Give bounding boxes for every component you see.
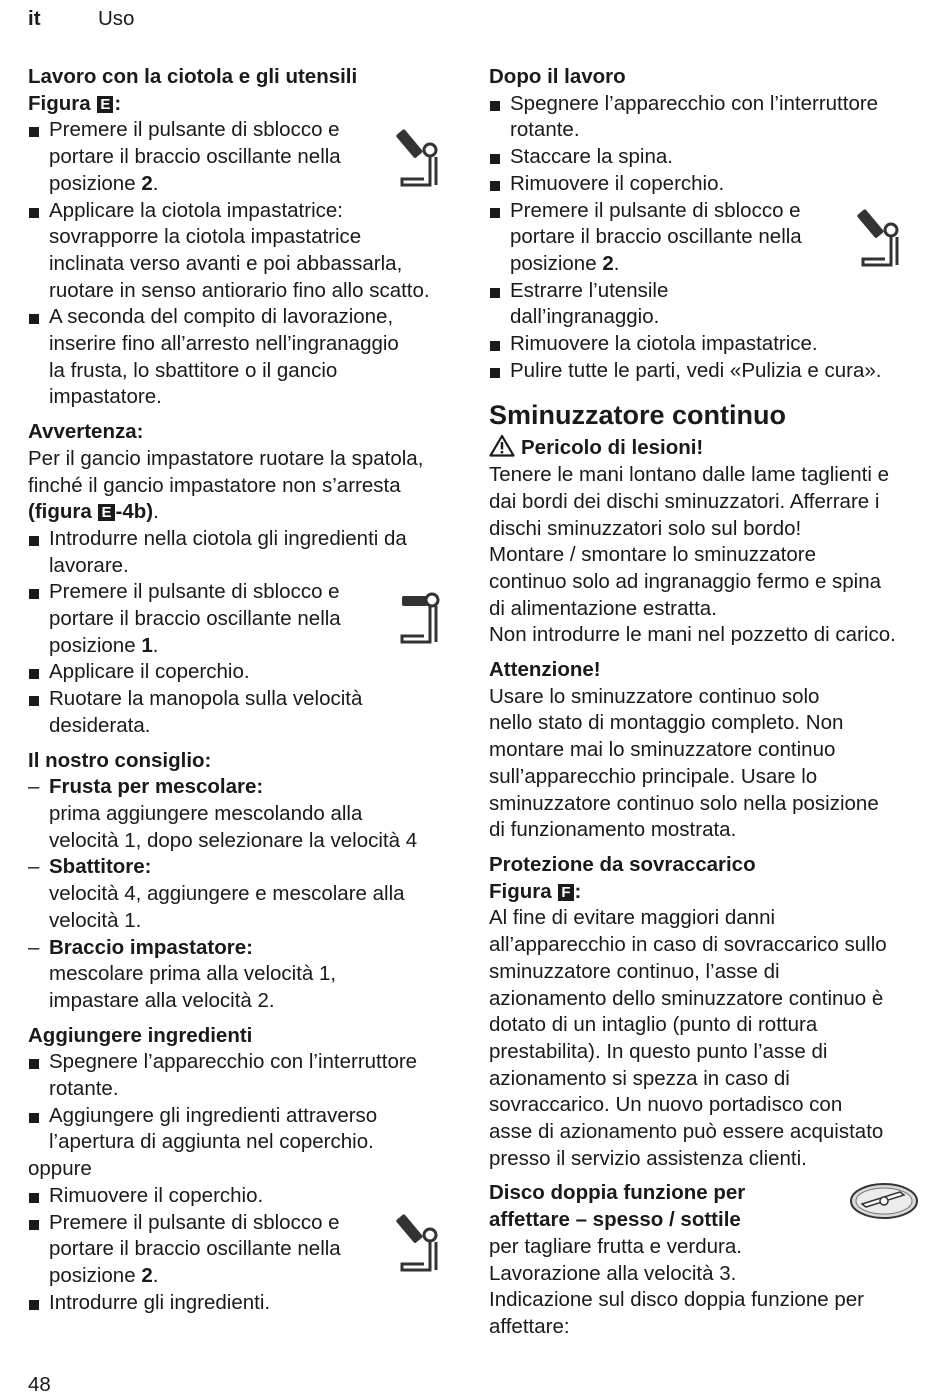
list-item xyxy=(28,686,466,739)
text-line: all’apparecchio in caso di sovraccarico sullo xyxy=(489,933,887,957)
text-line: Premere il pulsante di sblocco e xyxy=(510,198,801,222)
text-line: nello stato di montaggio completo. Non xyxy=(489,711,844,735)
work-figure-ref: Figura E : xyxy=(28,91,122,115)
text-line: Rimuovere il coperchio. xyxy=(49,1183,264,1207)
section-title: Sminuzzatore continuo xyxy=(489,400,786,431)
text-line: posizione 1. xyxy=(49,633,159,657)
text-line: Non introdurre le mani nel pozzetto di carico. xyxy=(489,623,896,647)
text-line: portare il braccio oscillante nella xyxy=(49,145,341,169)
text-line: Spegnere l’apparecchio con l’interruttore xyxy=(49,1050,418,1074)
text-line: l’apertura di aggiunta nel coperchio. xyxy=(49,1130,374,1154)
section-name: Uso xyxy=(98,7,135,30)
text-line: portare il braccio oscillante nella xyxy=(49,607,341,631)
text-line: Rimuovere la ciotola impastatrice. xyxy=(510,332,818,356)
text-line: sovrapporre la ciotola impastatrice xyxy=(49,225,362,249)
text-line: dotato di un intaglio (punto di rottura xyxy=(489,1013,818,1037)
text-line: Montare / smontare lo sminuzzatore xyxy=(489,543,816,567)
list-item xyxy=(489,91,921,144)
text-span: posizione xyxy=(49,633,136,657)
figure-f-badge: F xyxy=(558,884,573,901)
list-item xyxy=(28,774,466,854)
text-line: Staccare la spina. xyxy=(510,145,673,169)
text-line: inserire fino all’arresto nell’ingranaggio xyxy=(49,332,399,356)
text-line: Per il gancio impastatore ruotare la spatola, xyxy=(28,446,424,470)
text-line: dall’ingranaggio. xyxy=(510,305,660,329)
text-line: Spegnere l’apparecchio con l’interruttore xyxy=(510,91,879,115)
list-item xyxy=(28,198,466,305)
swing-arm-position-2-icon xyxy=(396,1208,446,1274)
list-item xyxy=(28,1183,466,1210)
text-line: asse di azionamento può essere acquistato xyxy=(489,1120,884,1144)
text-line: lavorare. xyxy=(49,553,129,577)
swing-arm-position-2-icon xyxy=(857,203,907,269)
text-line: – Frusta per mescolare: xyxy=(49,775,264,799)
text-line: prestabilita). In questo punto l’asse di xyxy=(489,1039,828,1063)
figure-e-badge: E xyxy=(98,504,114,521)
text-line: Lavorazione alla velocità 3. xyxy=(489,1261,737,1285)
text-line: velocità 1, dopo selezionare la velocità 4 xyxy=(49,828,418,852)
text-line: rotante. xyxy=(510,118,580,142)
text-line: Usare lo sminuzzatore continuo solo xyxy=(489,684,820,708)
text-line: A seconda del compito di lavorazione, xyxy=(49,305,394,329)
text-line: Applicare il coperchio. xyxy=(49,660,250,684)
text-line: Estrarre l’utensile xyxy=(510,278,669,302)
figura-label: Figura xyxy=(28,91,91,115)
text-line: desiderata. xyxy=(49,713,151,737)
text-line: di funzionamento mostrata. xyxy=(489,818,737,842)
swing-arm-position-1-icon xyxy=(396,588,446,646)
text-line: velocità 1. xyxy=(49,908,142,932)
list-item xyxy=(28,1290,466,1317)
list-item xyxy=(28,659,466,686)
text-line: finché il gancio impastatore non s’arresta xyxy=(28,473,401,497)
position-number: 2 xyxy=(141,1263,153,1287)
text-line: portare il braccio oscillante nella xyxy=(49,1237,341,1261)
text-line: sovraccarico. Un nuovo portadisco con xyxy=(489,1093,843,1117)
text-line: Al fine di evitare maggiori danni xyxy=(489,906,776,930)
swing-arm-position-2-icon xyxy=(396,123,446,189)
text-span: posizione xyxy=(49,171,136,195)
text-span: affettare – spesso / sottile xyxy=(489,1208,741,1232)
overload-figure-ref: Figura F : xyxy=(489,879,582,903)
list-item xyxy=(28,304,466,411)
page-header xyxy=(28,6,134,33)
text-line: prima aggiungere mescolando alla xyxy=(49,801,363,825)
text-line: Aggiungere gli ingredienti attraverso xyxy=(49,1103,378,1127)
text-line: sminuzzatore continuo, l’asse di xyxy=(489,959,780,983)
after-title: Dopo il lavoro xyxy=(489,65,626,88)
list-item xyxy=(489,144,921,171)
language-code: it xyxy=(28,7,41,30)
tip-title: Il nostro consiglio: xyxy=(28,748,212,772)
page-number: 48 xyxy=(28,1373,51,1396)
text-line: impastare alla velocità 2. xyxy=(49,988,275,1012)
text-line: Introdurre gli ingredienti. xyxy=(49,1290,271,1314)
text-line: Applicare la ciotola impastatrice: xyxy=(49,198,343,222)
text-line: di alimentazione estratta. xyxy=(489,596,717,620)
list-item xyxy=(28,854,466,934)
text-line: azionamento dello sminuzzatore continuo è xyxy=(489,986,884,1010)
text-line: Indicazione sul disco doppia funzione per xyxy=(489,1288,864,1312)
danger-heading xyxy=(489,434,921,462)
text-line: Premere il pulsante di sblocco e xyxy=(49,580,340,604)
text-line: la frusta, lo sbattitore o il gancio xyxy=(49,358,338,382)
warning-title: Avvertenza: xyxy=(28,420,144,444)
text-line: Premere il pulsante di sblocco e xyxy=(49,1210,340,1234)
attention-title: Attenzione! xyxy=(489,658,601,682)
text-line: Tenere le mani lontano dalle lame taglienti e xyxy=(489,463,890,487)
text-line: velocità 4, aggiungere e mescolare alla xyxy=(49,882,405,906)
slicing-disc-icon xyxy=(848,1180,920,1222)
text-line: Premere il pulsante di sblocco e xyxy=(49,118,340,142)
text-line: posizione 2. xyxy=(49,171,159,195)
list-item xyxy=(489,278,921,331)
text-line: – Sbattitore: xyxy=(49,855,152,879)
left-column xyxy=(28,64,466,1316)
text-line: mescolare prima alla velocità 1, xyxy=(49,962,337,986)
warning-triangle-icon xyxy=(489,434,515,457)
text-line: dai bordi dei dischi sminuzzatori. Afferrare i xyxy=(489,489,880,513)
text-line: sminuzzatore continuo solo nella posizione xyxy=(489,791,879,815)
text-line: rotante. xyxy=(49,1077,119,1101)
text-line: montare mai lo sminuzzatore continuo xyxy=(489,738,836,762)
text-line: posizione 2. xyxy=(510,251,620,275)
overload-title: Protezione da sovraccarico xyxy=(489,852,756,876)
text-line: presso il servizio assistenza clienti. xyxy=(489,1146,807,1170)
position-number: 2 xyxy=(141,171,153,195)
figure-e-badge: E xyxy=(97,96,113,113)
list-item xyxy=(28,935,466,1015)
text-line: posizione 2. xyxy=(49,1263,159,1287)
text-line: – Braccio impastatore: xyxy=(49,935,253,959)
text-line: ruotare in senso antiorario fino allo scatto. xyxy=(49,278,430,302)
text-line: oppure xyxy=(28,1157,92,1181)
text-span: Disco doppia funzione per xyxy=(489,1181,746,1205)
text-line: Rimuovere il coperchio. xyxy=(510,171,725,195)
text-span: posizione xyxy=(510,251,597,275)
list-item xyxy=(28,526,466,579)
list-item xyxy=(28,1103,466,1156)
text-line: Pulire tutte le parti, vedi «Pulizia e cura». xyxy=(510,358,882,382)
list-item xyxy=(28,1049,466,1102)
danger-title: Pericolo di lesioni! xyxy=(521,436,704,460)
text-line: Introdurre nella ciotola gli ingredienti da xyxy=(49,526,407,550)
text-line: portare il braccio oscillante nella xyxy=(510,225,802,249)
work-title: Lavoro con la ciotola e gli utensili xyxy=(28,65,358,88)
position-number: 2 xyxy=(602,251,614,275)
list-item xyxy=(489,358,921,385)
text-line: dischi sminuzzatori solo sul bordo! xyxy=(489,516,802,540)
text-line: per tagliare frutta e verdura. xyxy=(489,1234,742,1258)
text-line: sull’apparecchio principale. Usare lo xyxy=(489,764,818,788)
text-line: (figura E -4b). xyxy=(28,500,159,524)
add-title: Aggiungere ingredienti xyxy=(28,1023,253,1047)
text-line: inclinata verso avanti e poi abbassarla, xyxy=(49,251,403,275)
list-item xyxy=(489,171,921,198)
text-span: (figura xyxy=(28,500,92,524)
text-line: Ruotare la manopola sulla velocità xyxy=(49,687,363,711)
text-line: azionamento si spezza in caso di xyxy=(489,1066,790,1090)
text-line: impastatore. xyxy=(49,385,162,409)
figura-label: Figura xyxy=(489,879,552,903)
list-item xyxy=(489,331,921,358)
text-line: continuo solo ad ingranaggio fermo e spina xyxy=(489,569,882,593)
position-number: 1 xyxy=(141,633,153,657)
text-span: posizione xyxy=(49,1263,136,1287)
text-span: -4b) xyxy=(115,500,154,524)
text-line: affettare: xyxy=(489,1314,570,1338)
